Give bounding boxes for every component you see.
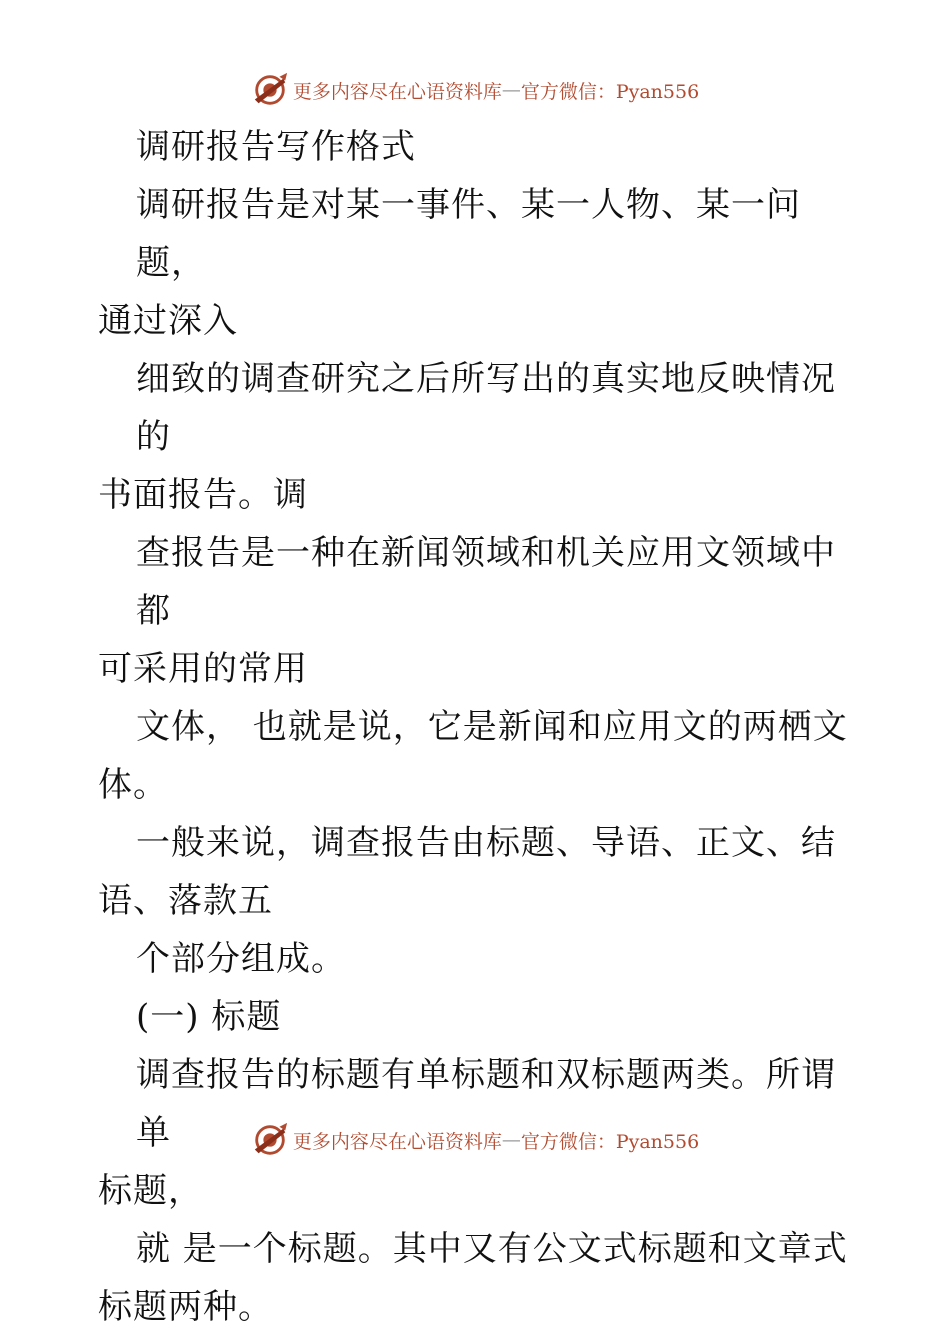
banner-text: 更多内容尽在心语资料库 — [292, 1130, 502, 1153]
banner-text: 更多内容尽在心语资料库 — [292, 80, 502, 103]
paragraph-line: 调研报告是对某一事件、某一人物、某一问题， — [136, 185, 801, 283]
pen-logo-icon — [251, 71, 289, 109]
paragraph-line: 细致的调查研究之后所写出的真实地反映情况的 — [136, 359, 836, 457]
pen-logo-icon — [251, 1121, 289, 1159]
banner-dash: — — [501, 1129, 521, 1151]
section-heading: (一) 标题 — [136, 997, 282, 1037]
paragraph-line: 可采用的常用 — [98, 649, 308, 689]
document-title: 调研报告写作格式 — [136, 127, 416, 167]
paragraph-line: 一般来说，调查报告由标题、导语、正文、结 — [136, 823, 836, 863]
header-watermark-banner — [0, 70, 950, 110]
banner-wechat: 官方微信：Pyan556 — [520, 80, 700, 103]
paragraph-line: 体。 — [98, 765, 168, 805]
paragraph-line: 查报告是一种在新闻领域和机关应用文领域中都 — [136, 533, 836, 631]
paragraph-line: 调查报告的标题有单标题和双标题两类。所谓单 — [136, 1055, 836, 1153]
banner-dash: — — [501, 79, 521, 101]
banner-wechat: 官方微信：Pyan556 — [520, 1130, 700, 1153]
paragraph-line: 标题， — [98, 1171, 203, 1211]
paragraph-line: 个部分组成。 — [136, 939, 346, 979]
paragraph-line: 文体， 也就是说，它是新闻和应用文的两栖文 — [136, 707, 848, 747]
footer-watermark-banner — [0, 1120, 950, 1160]
paragraph-line: 标题两种。 — [98, 1287, 273, 1327]
paragraph-line: 就 是一个标题。其中又有公文式标题和文章式 — [136, 1229, 848, 1269]
paragraph-line: 通过深入 — [98, 301, 238, 341]
paragraph-line: 语、落款五 — [98, 881, 273, 921]
paragraph-line: 书面报告。调 — [98, 475, 308, 515]
